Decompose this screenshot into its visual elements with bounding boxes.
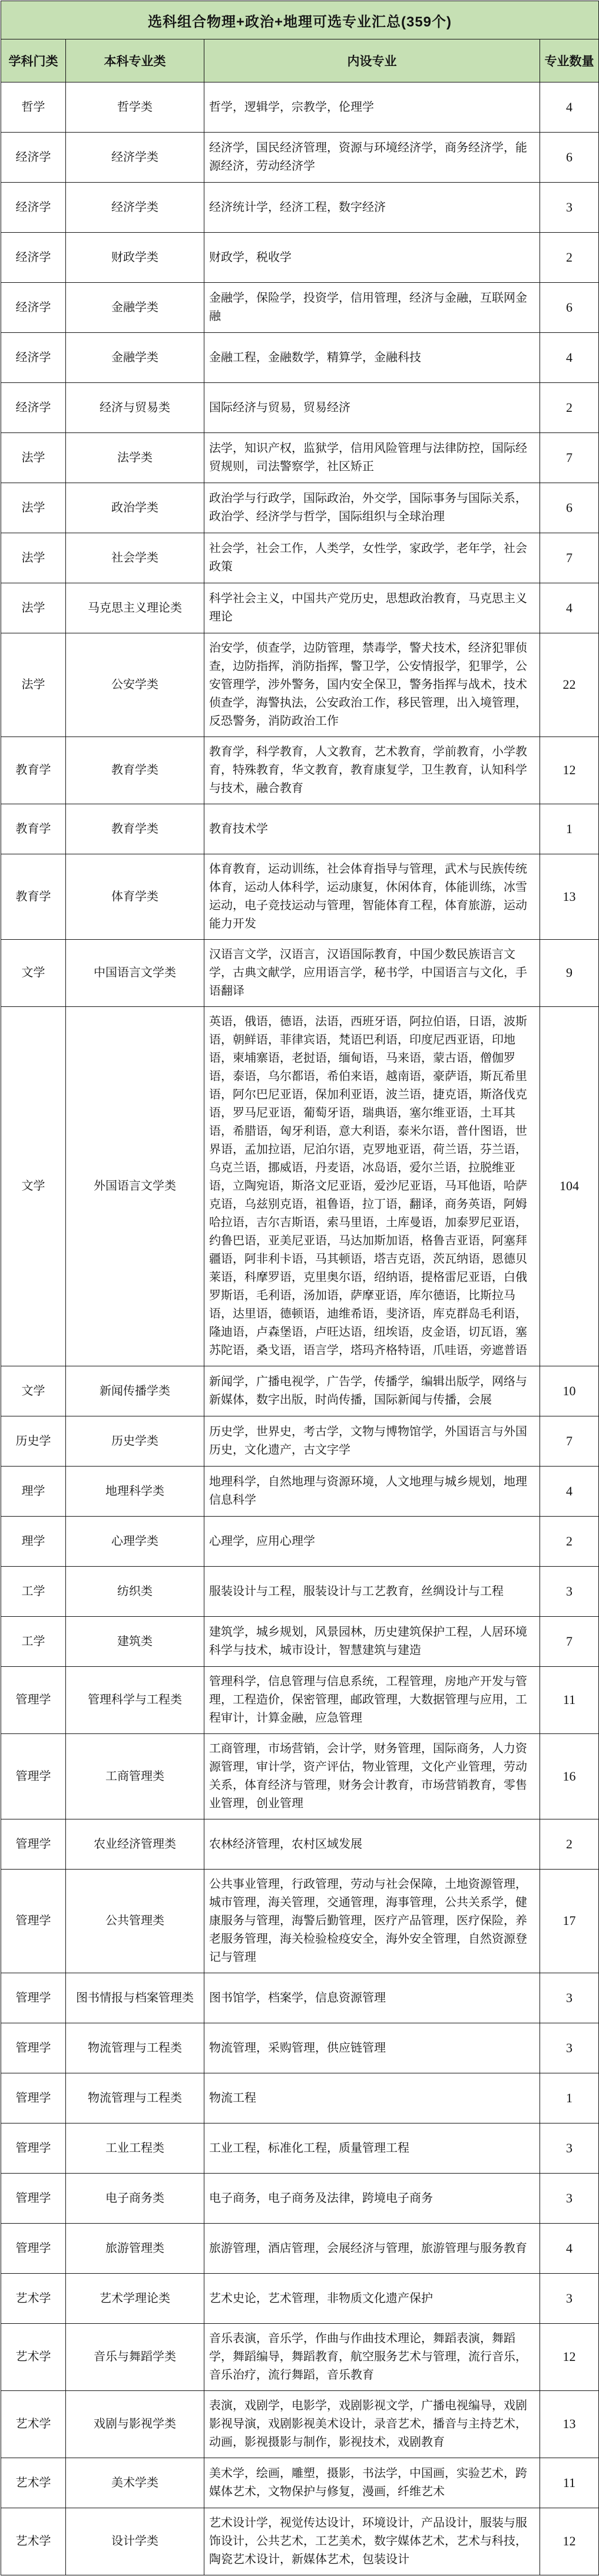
cell-discipline: 哲学 (1, 82, 66, 133)
cell-major-class: 戏剧与影视学类 (66, 2391, 204, 2458)
cell-majors: 图书馆学，档案学，信息资源管理 (204, 1973, 540, 2023)
cell-majors: 心理学，应用心理学 (204, 1517, 540, 1567)
table-row (1, 2224, 599, 2274)
title-row (1, 1, 599, 39)
cell-majors: 服装设计与工程，服装设计与工艺教育，丝绸设计与工程 (204, 1567, 540, 1617)
cell-majors: 科学社会主义，中国共产党历史，思想政治教育，马克思主义理论 (204, 583, 540, 633)
cell-discipline: 文学 (1, 1366, 66, 1416)
cell-major-class: 金融学类 (66, 283, 204, 333)
cell-discipline: 管理学 (1, 1870, 66, 1973)
cell-discipline: 管理学 (1, 1734, 66, 1819)
table-row (1, 2324, 599, 2391)
table-row (1, 483, 599, 533)
cell-discipline: 艺术学 (1, 2274, 66, 2324)
table-row (1, 1667, 599, 1734)
cell-count: 6 (540, 283, 599, 333)
table-row (1, 1517, 599, 1567)
cell-major-class: 历史学类 (66, 1416, 204, 1467)
table-row (1, 1734, 599, 1819)
cell-major-class: 法学类 (66, 433, 204, 483)
cell-count: 3 (540, 2274, 599, 2324)
cell-count: 4 (540, 1467, 599, 1517)
cell-majors: 哲学，逻辑学，宗教学，伦理学 (204, 82, 540, 133)
cell-major-class: 马克思主义理论类 (66, 583, 204, 633)
cell-discipline: 法学 (1, 533, 66, 583)
cell-discipline: 经济学 (1, 233, 66, 283)
cell-major-class: 新闻传播学类 (66, 1366, 204, 1416)
cell-count: 16 (540, 1734, 599, 1819)
cell-count: 2 (540, 1517, 599, 1567)
cell-majors: 新闻学，广播电视学，广告学，传播学，编辑出版学，网络与新媒体，数字出版，时尚传播，国际新闻与传播，会展 (204, 1366, 540, 1416)
cell-majors: 教育技术学 (204, 804, 540, 854)
cell-discipline: 艺术学 (1, 2324, 66, 2391)
cell-majors: 物流管理，采购管理，供应链管理 (204, 2023, 540, 2073)
cell-discipline: 文学 (1, 1007, 66, 1366)
cell-count: 9 (540, 940, 599, 1007)
table-row (1, 383, 599, 433)
table-row (1, 283, 599, 333)
cell-discipline: 经济学 (1, 333, 66, 383)
cell-majors: 治安学，侦查学，边防管理，禁毒学，警犬技术，经济犯罪侦查，边防指挥，消防指挥，警卫学，公安情报学，犯罪学，公安管理学，涉外警务，国内安全保卫，警务指挥与战术，技术侦查学，海警执法，公安政治工作，移民管理，出入境管理，反恐警务，消防政治工作 (204, 633, 540, 737)
header-major-class: 本科专业类 (66, 39, 204, 82)
cell-count: 17 (540, 1870, 599, 1973)
cell-majors: 社会学，社会工作，人类学，女性学，家政学，老年学，社会政策 (204, 533, 540, 583)
cell-majors: 建筑学，城乡规划，风景园林，历史建筑保护工程，人居环境科学与技术，城市设计，智慧建筑与建造 (204, 1617, 540, 1667)
cell-discipline: 工学 (1, 1567, 66, 1617)
cell-count: 22 (540, 633, 599, 737)
cell-majors: 体育教育，运动训练，社会体育指导与管理，武术与民族传统体育，运动人体科学，运动康复，休闲体育，体能训练，冰雪运动，电子竞技运动与管理，智能体育工程，体育旅游，运动能力开发 (204, 854, 540, 940)
cell-majors: 政治学与行政学，国际政治，外交学，国际事务与国际关系，政治学、经济学与哲学，国际组织与全球治理 (204, 483, 540, 533)
cell-majors: 艺术史论，艺术管理，非物质文化遗产保护 (204, 2274, 540, 2324)
table-row (1, 1007, 599, 1366)
cell-majors: 历史学，世界史，考古学，文物与博物馆学，外国语言与外国历史，文化遗产，古文字学 (204, 1416, 540, 1467)
table-row (1, 82, 599, 133)
table-row (1, 2458, 599, 2508)
cell-count: 2 (540, 1819, 599, 1870)
table-row (1, 1467, 599, 1517)
cell-discipline: 经济学 (1, 383, 66, 433)
cell-major-class: 设计学类 (66, 2508, 204, 2575)
cell-discipline: 管理学 (1, 2023, 66, 2073)
cell-majors: 经济学，国民经济管理，资源与环境经济学，商务经济学，能源经济，劳动经济学 (204, 133, 540, 183)
cell-major-class: 公共管理类 (66, 1870, 204, 1973)
cell-majors: 公共事业管理，行政管理，劳动与社会保障，土地资源管理，城市管理，海关管理，交通管理，海事管理，公共关系学，健康服务与管理，海警后勤管理，医疗产品管理，医疗保险，养老服务管理，海关检验检疫安全，海外安全管理，自然资源登记与管理 (204, 1870, 540, 1973)
majors-table (1, 1, 599, 2575)
table-row (1, 2174, 599, 2224)
cell-count: 4 (540, 583, 599, 633)
table-row (1, 1366, 599, 1416)
table-title: 选科组合物理+政治+地理可选专业汇总(359个) (1, 1, 599, 39)
cell-discipline: 管理学 (1, 2073, 66, 2123)
cell-count: 7 (540, 433, 599, 483)
cell-count: 11 (540, 2458, 599, 2508)
table-row (1, 804, 599, 854)
table-row (1, 633, 599, 737)
cell-major-class: 纺织类 (66, 1567, 204, 1617)
cell-majors: 经济统计学，经济工程，数字经济 (204, 183, 540, 233)
cell-count: 12 (540, 737, 599, 804)
cell-count: 4 (540, 82, 599, 133)
table-row (1, 2508, 599, 2575)
cell-major-class: 艺术学理论类 (66, 2274, 204, 2324)
cell-discipline: 管理学 (1, 2174, 66, 2224)
cell-count: 2 (540, 233, 599, 283)
cell-count: 4 (540, 333, 599, 383)
cell-count: 7 (540, 533, 599, 583)
table-row (1, 2123, 599, 2174)
table-row (1, 2073, 599, 2123)
cell-count: 2 (540, 383, 599, 433)
cell-major-class: 经济学类 (66, 183, 204, 233)
header-majors: 内设专业 (204, 39, 540, 82)
cell-majors: 国际经济与贸易，贸易经济 (204, 383, 540, 433)
cell-major-class: 外国语言文学类 (66, 1007, 204, 1366)
header-count: 专业数量 (540, 39, 599, 82)
cell-discipline: 教育学 (1, 804, 66, 854)
table-row (1, 133, 599, 183)
cell-discipline: 管理学 (1, 2224, 66, 2274)
cell-discipline: 经济学 (1, 183, 66, 233)
cell-major-class: 中国语言文学类 (66, 940, 204, 1007)
cell-count: 13 (540, 854, 599, 940)
table-row (1, 1617, 599, 1667)
cell-count: 6 (540, 483, 599, 533)
cell-majors: 电子商务，电子商务及法律，跨境电子商务 (204, 2174, 540, 2224)
cell-count: 1 (540, 2073, 599, 2123)
table-row (1, 533, 599, 583)
cell-majors: 工业工程，标准化工程，质量管理工程 (204, 2123, 540, 2174)
cell-discipline: 艺术学 (1, 2391, 66, 2458)
cell-major-class: 工商管理类 (66, 1734, 204, 1819)
cell-major-class: 经济与贸易类 (66, 383, 204, 433)
cell-majors: 旅游管理，酒店管理，会展经济与管理，旅游管理与服务教育 (204, 2224, 540, 2274)
cell-majors: 教育学，科学教育，人文教育，艺术教育，学前教育，小学教育，特殊教育，华文教育，教育康复学，卫生教育，认知科学与技术，融合教育 (204, 737, 540, 804)
cell-majors: 音乐表演，音乐学，作曲与作曲技术理论，舞蹈表演，舞蹈学，舞蹈编导，舞蹈教育，航空服务艺术与管理，流行音乐，音乐治疗，流行舞蹈，音乐教育 (204, 2324, 540, 2391)
cell-majors: 汉语言文学，汉语言，汉语国际教育，中国少数民族语言文学，古典文献学，应用语言学，秘书学，中国语言与文化，手语翻译 (204, 940, 540, 1007)
cell-count: 3 (540, 1567, 599, 1617)
cell-major-class: 电子商务类 (66, 2174, 204, 2224)
cell-majors: 法学，知识产权，监狱学，信用风险管理与法律防控，国际经贸规则，司法警察学，社区矫正 (204, 433, 540, 483)
cell-majors: 地理科学，自然地理与资源环境，人文地理与城乡规划，地理信息科学 (204, 1467, 540, 1517)
cell-major-class: 经济学类 (66, 133, 204, 183)
cell-major-class: 财政学类 (66, 233, 204, 283)
cell-count: 11 (540, 1667, 599, 1734)
cell-discipline: 管理学 (1, 1973, 66, 2023)
table-row (1, 1819, 599, 1870)
cell-major-class: 地理科学类 (66, 1467, 204, 1517)
cell-major-class: 社会学类 (66, 533, 204, 583)
cell-major-class: 物流管理与工程类 (66, 2023, 204, 2073)
cell-count: 13 (540, 2391, 599, 2458)
cell-discipline: 管理学 (1, 1667, 66, 1734)
cell-count: 12 (540, 2508, 599, 2575)
table-row (1, 2023, 599, 2073)
cell-discipline: 教育学 (1, 737, 66, 804)
cell-major-class: 公安学类 (66, 633, 204, 737)
table-row (1, 940, 599, 1007)
cell-discipline: 经济学 (1, 133, 66, 183)
table-row (1, 183, 599, 233)
header-discipline: 学科门类 (1, 39, 66, 82)
table-row (1, 854, 599, 940)
cell-discipline: 法学 (1, 583, 66, 633)
cell-count: 10 (540, 1366, 599, 1416)
table-row (1, 1416, 599, 1467)
cell-major-class: 政治学类 (66, 483, 204, 533)
table-row (1, 2391, 599, 2458)
header-row (1, 39, 599, 82)
cell-count: 4 (540, 2224, 599, 2274)
table-row (1, 737, 599, 804)
cell-majors: 金融学，保险学，投资学，信用管理，经济与金融，互联网金融 (204, 283, 540, 333)
cell-major-class: 哲学类 (66, 82, 204, 133)
cell-discipline: 法学 (1, 633, 66, 737)
cell-majors: 农林经济管理，农村区域发展 (204, 1819, 540, 1870)
cell-discipline: 法学 (1, 483, 66, 533)
cell-majors: 物流工程 (204, 2073, 540, 2123)
cell-majors: 管理科学，信息管理与信息系统，工程管理，房地产开发与管理，工程造价，保密管理，邮政管理，大数据管理与应用，工程审计，计算金融，应急管理 (204, 1667, 540, 1734)
cell-discipline: 理学 (1, 1467, 66, 1517)
cell-discipline: 教育学 (1, 854, 66, 940)
cell-discipline: 管理学 (1, 1819, 66, 1870)
cell-major-class: 金融学类 (66, 333, 204, 383)
cell-major-class: 心理学类 (66, 1517, 204, 1567)
cell-count: 3 (540, 183, 599, 233)
table-body (1, 82, 599, 2575)
cell-majors: 美术学，绘画，雕塑，摄影，书法学，中国画，实验艺术，跨媒体艺术，文物保护与修复，漫画，纤维艺术 (204, 2458, 540, 2508)
cell-majors: 英语，俄语，德语，法语，西班牙语，阿拉伯语，日语，波斯语，朝鲜语，菲律宾语，梵语巴利语，印度尼西亚语，印地语，柬埔寨语，老挝语，缅甸语，马来语，蒙古语，僧伽罗语，泰语，乌尔都语，希伯来语，越南语，豪萨语，斯瓦希里语，阿尔巴尼亚语，保加利亚语，波兰语，捷克语，斯洛伐克语，罗马尼亚语，葡萄牙语，瑞典语，塞尔维亚语，土耳其语，希腊语，匈牙利语，意大利语，泰米尔语，普什图语，世界语，孟加拉语，尼泊尔语，克罗地亚语，荷兰语，芬兰语，乌克兰语，挪威语，丹麦语，冰岛语，爱尔兰语，拉脱维亚语，立陶宛语，斯洛文尼亚语，爱沙尼亚语，马耳他语，哈萨克语，乌兹别克语，祖鲁语，拉丁语，翻译，商务英语，阿姆哈拉语，吉尔吉斯语，索马里语，土库曼语，加泰罗尼亚语，约鲁巴语，亚美尼亚语，马达加斯加语，格鲁吉亚语，阿塞拜疆语，阿非利卡语，马其顿语，塔吉克语，茨瓦纳语，恩德贝莱语，科摩罗语，克里奥尔语，绍纳语，提格雷尼亚语，白俄罗斯语，毛利语，汤加语，萨摩亚语，库尔德语，比斯拉马语，达里语，德顿语，迪维希语，斐济语，库克群岛毛利语，隆迪语，卢森堡语，卢旺达语，纽埃语，皮金语，切瓦语，塞苏陀语，桑戈语，语言学，塔玛齐格特语，爪哇语，旁遮普语 (204, 1007, 540, 1366)
cell-count: 3 (540, 2123, 599, 2174)
cell-majors: 财政学，税收学 (204, 233, 540, 283)
cell-major-class: 音乐与舞蹈学类 (66, 2324, 204, 2391)
cell-count: 104 (540, 1007, 599, 1366)
table-row (1, 333, 599, 383)
cell-major-class: 管理科学与工程类 (66, 1667, 204, 1734)
table-row (1, 233, 599, 283)
cell-count: 3 (540, 2174, 599, 2224)
cell-major-class: 建筑类 (66, 1617, 204, 1667)
cell-count: 7 (540, 1617, 599, 1667)
table-row (1, 433, 599, 483)
cell-discipline: 艺术学 (1, 2458, 66, 2508)
table-row (1, 1567, 599, 1617)
cell-major-class: 教育学类 (66, 737, 204, 804)
table-row (1, 583, 599, 633)
cell-majors: 表演，戏剧学，电影学，戏剧影视文学，广播电视编导，戏剧影视导演，戏剧影视美术设计，录音艺术，播音与主持艺术，动画，影视摄影与制作，影视技术，戏剧教育 (204, 2391, 540, 2458)
cell-discipline: 工学 (1, 1617, 66, 1667)
cell-discipline: 管理学 (1, 2123, 66, 2174)
cell-major-class: 美术学类 (66, 2458, 204, 2508)
cell-count: 12 (540, 2324, 599, 2391)
cell-discipline: 艺术学 (1, 2508, 66, 2575)
cell-count: 7 (540, 1416, 599, 1467)
cell-major-class: 旅游管理类 (66, 2224, 204, 2274)
cell-discipline: 经济学 (1, 283, 66, 333)
cell-major-class: 物流管理与工程类 (66, 2073, 204, 2123)
cell-count: 3 (540, 1973, 599, 2023)
cell-discipline: 历史学 (1, 1416, 66, 1467)
cell-discipline: 理学 (1, 1517, 66, 1567)
cell-count: 3 (540, 2023, 599, 2073)
cell-major-class: 图书情报与档案管理类 (66, 1973, 204, 2023)
table-row (1, 1973, 599, 2023)
cell-major-class: 工业工程类 (66, 2123, 204, 2174)
cell-majors: 艺术设计学，视觉传达设计，环境设计，产品设计，服装与服饰设计，公共艺术，工艺美术，数字媒体艺术，艺术与科技，陶瓷艺术设计，新媒体艺术，包装设计 (204, 2508, 540, 2575)
table-row (1, 1870, 599, 1973)
cell-discipline: 文学 (1, 940, 66, 1007)
cell-majors: 金融工程，金融数学，精算学，金融科技 (204, 333, 540, 383)
cell-major-class: 农业经济管理类 (66, 1819, 204, 1870)
cell-major-class: 教育学类 (66, 804, 204, 854)
table-row (1, 2274, 599, 2324)
cell-majors: 工商管理，市场营销，会计学，财务管理，国际商务，人力资源管理，审计学，资产评估，物业管理，文化产业管理，劳动关系，体育经济与管理，财务会计教育，市场营销教育，零售业管理，创业管理 (204, 1734, 540, 1819)
cell-count: 1 (540, 804, 599, 854)
spreadsheet-page (1, 1, 598, 2575)
cell-discipline: 法学 (1, 433, 66, 483)
cell-major-class: 体育学类 (66, 854, 204, 940)
cell-count: 6 (540, 133, 599, 183)
